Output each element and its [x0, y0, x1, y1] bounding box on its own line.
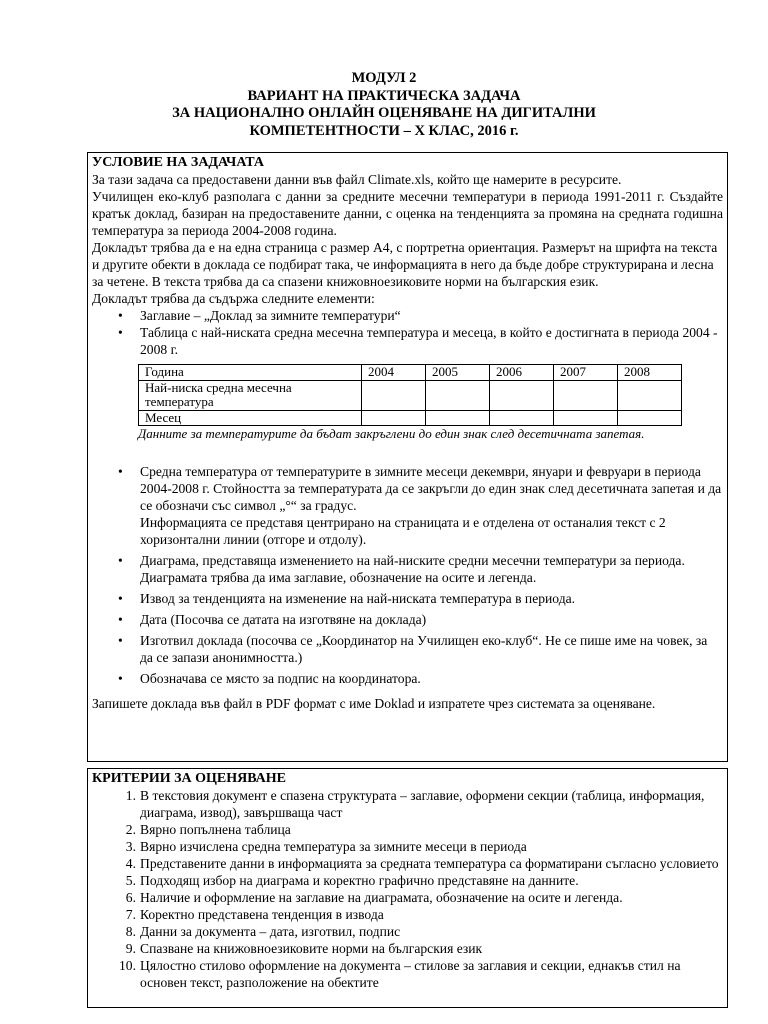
document-title — [0, 70, 768, 140]
table-cell-empty — [426, 410, 490, 426]
table-cell-empty — [554, 410, 618, 426]
task-section — [87, 152, 728, 762]
table-cell-empty — [426, 380, 490, 410]
item-number: 5. — [125, 873, 136, 888]
item-number: 9. — [125, 941, 136, 956]
task-heading: УСЛОВИЕ НА ЗАДАЧАТА — [92, 155, 264, 170]
list-item: • Извод за тенденцията на изменение на най-ниската температура в периода. — [140, 590, 723, 607]
item-text: Цялостно стилово оформление на документа – стилове за заглавия и секции, еднакъв стил на основен текст, разположение на обектите — [140, 958, 681, 990]
table-cell-empty — [554, 380, 618, 410]
item-text: Наличие и оформление на заглавие на диаграмата, обозначение на осите и легенда. — [140, 890, 623, 905]
task-intro-1: За тази задача са предоставени данни във файл Climate.xls, който ще намерите в ресурсите. — [92, 172, 622, 187]
table-cell: 2006 — [490, 365, 554, 381]
list-item: • Обозначава се място за подпис на координатора. — [140, 670, 723, 687]
list-item — [125, 821, 723, 838]
table-cell: 2008 — [618, 365, 682, 381]
table-cell: 2007 — [554, 365, 618, 381]
item-number: 10. — [119, 958, 136, 973]
list-item — [119, 957, 723, 991]
item-text: Подходящ избор на диаграма и коректно графично представяне на данните. — [140, 873, 579, 888]
table-row — [139, 365, 682, 381]
table-row — [139, 410, 682, 426]
list-item — [125, 838, 723, 855]
list-item: • Заглавие – „Доклад за зимните температури“ — [140, 307, 723, 324]
table-cell-empty — [618, 380, 682, 410]
task-intro-4: Докладът трябва да съдържа следните елементи: — [92, 291, 375, 306]
title-line-4: КОМПЕТЕНТНОСТИ – X КЛАС, 2016 г. — [249, 122, 519, 139]
item-text: Вярно изчислена средна температура за зимните месеци в периода — [140, 839, 527, 854]
item-number: 4. — [125, 856, 136, 871]
bullet-text: • Средна температура от температурите в зимните месеци декември, януари и февруари в периода 2004-2008 г. Стойността за температурата да се закръгли до един знак след десетичната запетая и да се обозначи със символ „°“ за градус. — [140, 464, 722, 513]
title-line-2: ВАРИАНТ НА ПРАКТИЧЕСКА ЗАДАЧА — [247, 87, 521, 104]
table-cell: 2004 — [362, 365, 426, 381]
table-cell: Година — [139, 365, 362, 381]
table-cell-empty — [618, 410, 682, 426]
list-item: • Изготвил доклада (посочва се „Координатор на Училищен еко-клуб“. Не се пише име на човек, за да се запази анонимността.) — [140, 632, 723, 666]
sample-table — [138, 364, 682, 426]
list-item — [125, 872, 723, 889]
task-elements-list — [92, 307, 723, 358]
list-item — [140, 463, 723, 548]
item-text: Представените данни в информацията за средната температура са форматирани съгласно условието — [140, 856, 719, 871]
list-item — [125, 787, 723, 821]
list-item — [125, 940, 723, 957]
task-intro-2: Училищен еко-клуб разполага с данни за средните месечни температури в периода 1991-2011 г. Създайте кратък доклад, базиран на предоставените данни, с оценка на тенденцията за промяна на средната годишна температура за периода 2004-2008 година. — [92, 189, 723, 238]
task-closing: Запишете доклада във файл в PDF формат с име Doklad и изпратете чрез системата за оценяване. — [92, 696, 656, 711]
task-elements-list-2 — [92, 463, 723, 687]
table-note: Данните за температурите да бъдат закръглени до един знак след десетичната запетая. — [138, 426, 645, 441]
bullet-text: Таблица с най-ниската средна месечна температура и месеца, в който е достигната в периода 2004 - 2008 г. — [140, 325, 718, 357]
table-cell-empty — [362, 380, 426, 410]
item-number: 7. — [125, 907, 136, 922]
item-text: Данни за документа – дата, изготвил, подпис — [140, 924, 401, 939]
table-cell-empty — [490, 380, 554, 410]
list-item: • Диаграма, представяща изменението на най-ниските средни месечни температури за периода. Диаграмата трябва да има заглавие, обозначение на осите и легенда. — [140, 552, 723, 586]
title-line-3: ЗА НАЦИОНАЛНО ОНЛАЙН ОЦЕНЯВАНЕ НА ДИГИТАЛНИ — [172, 105, 596, 121]
criteria-heading: КРИТЕРИИ ЗА ОЦЕНЯВАНЕ — [92, 771, 287, 786]
item-text: Спазване на книжовноезиковите норми на българския език — [140, 941, 483, 956]
table-row — [139, 380, 682, 410]
item-number: 8. — [125, 924, 136, 939]
criteria-list — [92, 787, 723, 991]
list-item — [125, 906, 723, 923]
bullet-text: Информацията се представя центрирано на страницата и е отделена от останалия текст с 2 хоризонтални линии (отгоре и отдолу). — [140, 515, 666, 547]
table-cell-empty — [490, 410, 554, 426]
item-number: 6. — [125, 890, 136, 905]
list-item — [140, 324, 723, 358]
table-cell: 2005 — [426, 365, 490, 381]
item-number: 3. — [125, 839, 136, 854]
item-number: 1. — [125, 788, 136, 803]
title-line-1: МОДУЛ 2 — [351, 70, 417, 86]
item-text: В текстовия документ е спазена структурата – заглавие, оформени секции (таблица, информация, диаграма, извод), завършваща част — [140, 788, 705, 820]
table-cell-empty — [362, 410, 426, 426]
criteria-section — [87, 768, 728, 1008]
list-item — [125, 889, 723, 906]
task-intro-3: Докладът трябва да е на една страница с размер А4, с портретна ориентация. Размерът на шрифта на текста и другите обекти в доклада се подбират така, че информацията в него да бъде добре структурирана и лесна за четене. В текста трябва да са спазени книжовноезиковите норми на българския език. — [92, 240, 718, 289]
item-number: 2. — [125, 822, 136, 837]
table-cell: Месец — [139, 410, 362, 426]
list-item — [125, 923, 723, 940]
item-text: Коректно представена тенденция в извода — [140, 907, 384, 922]
table-cell: Най-ниска средна месечна температура — [139, 380, 362, 410]
list-item — [125, 855, 723, 872]
item-text: Вярно попълнена таблица — [140, 822, 291, 837]
list-item: • Дата (Посочва се датата на изготвяне на доклада) — [140, 611, 723, 628]
